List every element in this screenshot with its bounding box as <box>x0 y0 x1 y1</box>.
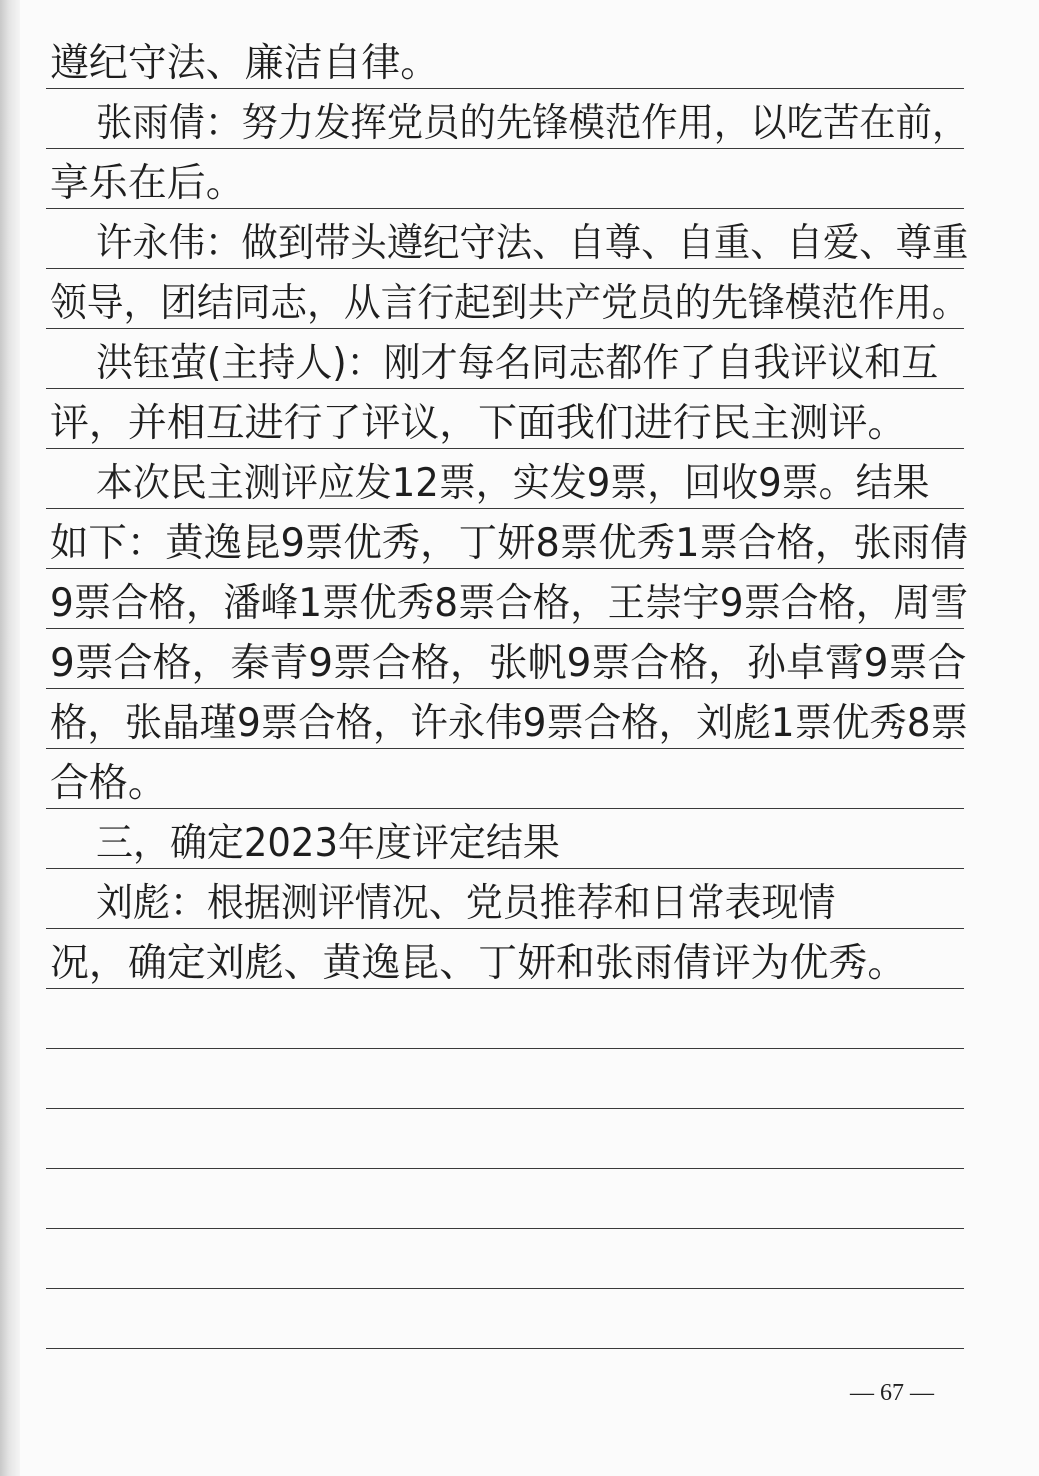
ruled-line <box>46 88 964 89</box>
ruled-line <box>46 928 964 929</box>
ruled-line <box>46 868 964 869</box>
section-heading: 三，确定2023年度评定结果 <box>96 821 560 866</box>
ruled-line <box>46 328 964 329</box>
text-line: 张雨倩：努力发挥党员的先锋模范作用，以吃苦在前， <box>96 101 969 146</box>
ruled-line <box>46 388 964 389</box>
ruled-line <box>46 1288 964 1289</box>
text-line: 享乐在后。 <box>50 161 245 206</box>
ruled-line <box>46 1348 964 1349</box>
ruled-line <box>46 988 964 989</box>
page-spine-shadow <box>0 0 20 1476</box>
ruled-line <box>46 1168 964 1169</box>
text-line: 9票合格，秦青9票合格，张帆9票合格，孙卓霄9票合 <box>50 641 967 686</box>
ruled-line <box>46 1048 964 1049</box>
text-line: 合格。 <box>50 761 167 806</box>
text-line: 刘彪：根据测评情况、党员推荐和日常表现情 <box>96 881 836 926</box>
ruled-line <box>46 568 964 569</box>
ruled-line <box>46 268 964 269</box>
text-line: 洪钰萤(主持人)：刚才每名同志都作了自我评议和互 <box>96 341 939 386</box>
ruled-line <box>46 688 964 689</box>
text-line: 许永伟：做到带头遵纪守法、自尊、自重、自爱、尊重 <box>96 221 969 266</box>
text-line: 本次民主测评应发12票，实发9票，回收9票。结果 <box>96 461 930 506</box>
text-line: 评，并相互进行了评议，下面我们进行民主测评。 <box>50 401 907 446</box>
page-number: — 67 — <box>850 1380 934 1406</box>
text-line: 格，张晶瑾9票合格，许永伟9票合格，刘彪1票优秀8票 <box>50 701 969 746</box>
text-line: 况，确定刘彪、黄逸昆、丁妍和张雨倩评为优秀。 <box>50 941 907 986</box>
text-line: 领导，团结同志，从言行起到共产党员的先锋模范作用。 <box>50 281 969 326</box>
ruled-line <box>46 808 964 809</box>
ruled-line <box>46 208 964 209</box>
ruled-line <box>46 1228 964 1229</box>
ruled-line <box>46 508 964 509</box>
ruled-line <box>46 1108 964 1109</box>
ruled-line <box>46 148 964 149</box>
ruled-line <box>46 448 964 449</box>
text-line: 9票合格，潘峰1票优秀8票合格，王崇宇9票合格，周雪 <box>50 581 969 626</box>
ruled-line <box>46 748 964 749</box>
ruled-line <box>46 628 964 629</box>
text-line: 遵纪守法、廉洁自律。 <box>50 41 440 86</box>
text-line: 如下：黄逸昆9票优秀，丁妍8票优秀1票合格，张雨倩 <box>50 521 969 566</box>
